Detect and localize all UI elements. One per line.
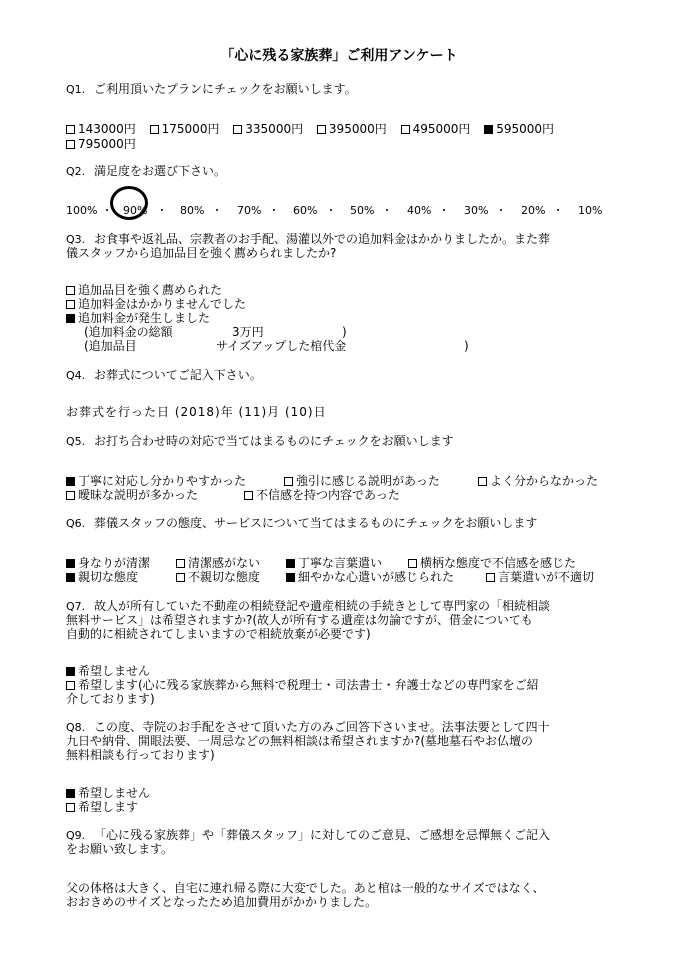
q5-number: Q5.: [66, 435, 86, 448]
q6-option-arrogant[interactable]: 横柄な態度で不信感を感じた: [408, 556, 576, 570]
scale-dot: ・: [438, 204, 450, 217]
scale-dot: ・: [156, 204, 168, 217]
q3-question: [66, 232, 550, 247]
q3-detail-items: (追加品目 サイズアップした棺代金 ): [84, 339, 469, 353]
q1-options-row1: [66, 122, 554, 136]
q6-option-clean[interactable]: 身なりが清潔: [66, 556, 176, 570]
q1-option-143000[interactable]: 143000円: [66, 122, 136, 136]
scale-60[interactable]: 60%: [293, 204, 318, 217]
q7-number: Q7.: [66, 600, 86, 613]
checkbox-icon[interactable]: [408, 559, 417, 568]
q3-option-recommended[interactable]: 追加品目を強く薦められた: [66, 283, 222, 297]
checkbox-icon[interactable]: [244, 491, 253, 500]
scale-dot: ・: [495, 204, 507, 217]
q9-question: [66, 828, 550, 843]
q3-text-line1: お食事や返礼品、宗教者のお手配、湯灌以外での追加料金はかかりましたか。また葬: [94, 232, 551, 246]
checkbox-icon[interactable]: [486, 573, 495, 582]
q1-option-595000[interactable]: 595000円: [484, 122, 554, 136]
checked-box-icon[interactable]: [66, 789, 75, 798]
scale-20[interactable]: 20%: [521, 204, 546, 217]
scale-10[interactable]: 10%: [578, 204, 603, 217]
q6-option-inappropriate-words[interactable]: 言葉遣いが不適切: [486, 570, 594, 584]
checkbox-icon[interactable]: [66, 140, 75, 149]
scale-100[interactable]: 100%: [66, 204, 98, 217]
q1-option-395000[interactable]: 395000円: [317, 122, 387, 136]
q5-options-row1: [66, 474, 598, 488]
additional-total-value: 3万円: [232, 325, 264, 339]
q5-option-distrust[interactable]: 不信感を持つ内容であった: [244, 488, 400, 502]
q3-option-charged[interactable]: 追加料金が発生しました: [66, 311, 210, 325]
q7-option-no[interactable]: 希望しません: [66, 664, 150, 678]
checkbox-icon[interactable]: [233, 125, 242, 134]
q5-question: [66, 434, 454, 449]
scale-80[interactable]: 80%: [180, 204, 205, 217]
scale-40[interactable]: 40%: [407, 204, 432, 217]
q1-option-495000[interactable]: 495000円: [401, 122, 471, 136]
q4-text: お葬式についてご記入下さい。: [94, 368, 262, 382]
selection-circle-icon: [110, 186, 148, 220]
scale-dot: ・: [552, 204, 564, 217]
q3-number: Q3.: [66, 233, 86, 246]
q5-option-pushy[interactable]: 強引に感じる説明があった: [284, 474, 478, 488]
checked-box-icon[interactable]: [484, 125, 493, 134]
checkbox-icon[interactable]: [66, 681, 75, 690]
q9-answer-line2: おおきめのサイズとなったため追加費用がかかりました。: [66, 895, 378, 909]
q5-options-row2: [66, 488, 400, 502]
q8-question-cont2: 無料相談も行っております): [66, 748, 215, 762]
checked-box-icon[interactable]: [286, 573, 295, 582]
q2-text: 満足度をお選び下さい。: [94, 164, 227, 178]
scale-dot: ・: [211, 204, 223, 217]
checkbox-icon[interactable]: [66, 300, 75, 309]
additional-items-value: サイズアップした棺代金: [216, 339, 347, 353]
q4-number: Q4.: [66, 369, 86, 382]
q2-number: Q2.: [66, 165, 86, 178]
q6-option-unkind[interactable]: 不親切な態度: [176, 570, 286, 584]
q8-option-yes[interactable]: 希望します: [66, 800, 138, 814]
q6-option-polite-words[interactable]: 丁寧な言葉遣い: [286, 556, 408, 570]
checked-box-icon[interactable]: [66, 573, 75, 582]
q9-question-cont: をお願い致します。: [66, 842, 174, 856]
q6-option-unclean[interactable]: 清潔感がない: [176, 556, 286, 570]
scale-dot: ・: [381, 204, 393, 217]
q7-question: [66, 599, 550, 614]
checked-box-icon[interactable]: [66, 667, 75, 676]
q1-text: ご利用頂いたプランにチェックをお願いします。: [94, 82, 357, 96]
checked-box-icon[interactable]: [66, 314, 75, 323]
q8-text-line1: この度、寺院のお手配をさせて頂いた方のみご回答下さいませ。法事法要として四十: [94, 720, 550, 734]
q7-question-cont1: 無料サービス」は希望されますか?(故人が所有する遺産は勿論ですが、借金についても: [66, 613, 533, 627]
scale-30[interactable]: 30%: [464, 204, 489, 217]
q5-text: お打ち合わせ時の対応で当てはまるものにチェックをお願いします: [94, 434, 454, 448]
scale-90[interactable]: 90%: [123, 204, 148, 217]
q7-option-yes-cont: 介しております): [66, 692, 155, 706]
checkbox-icon[interactable]: [66, 125, 75, 134]
q6-options-row2: [66, 570, 594, 584]
scale-dot: ・: [268, 204, 280, 217]
checkbox-icon[interactable]: [284, 477, 293, 486]
q1-option-795000[interactable]: 795000円: [66, 137, 136, 151]
checkbox-icon[interactable]: [150, 125, 159, 134]
checkbox-icon[interactable]: [401, 125, 410, 134]
q5-option-unclear[interactable]: よく分からなかった: [478, 474, 598, 488]
checkbox-icon[interactable]: [478, 477, 487, 486]
q7-text-line1: 故人が所有していた不動産の相続登記や遺産相続の手続きとして専門家の「相続相談: [94, 599, 551, 613]
checkbox-icon[interactable]: [66, 286, 75, 295]
q9-number: Q9.: [66, 829, 86, 842]
q3-option-no-charge[interactable]: 追加料金はかかりませんでした: [66, 297, 246, 311]
q3-detail-total: (追加料金の総額 3万円 ): [84, 325, 347, 339]
q6-text: 葬儀スタッフの態度、サービスについて当てはまるものにチェックをお願いします: [94, 516, 538, 530]
q1-number: Q1.: [66, 83, 86, 96]
checkbox-icon[interactable]: [66, 803, 75, 812]
page-title: 「心に残る家族葬」ご利用アンケート: [220, 48, 458, 64]
q5-option-polite[interactable]: 丁寧に対応し分かりやすかった: [66, 474, 284, 488]
scale-50[interactable]: 50%: [350, 204, 375, 217]
checked-box-icon[interactable]: [286, 559, 295, 568]
scale-70[interactable]: 70%: [237, 204, 262, 217]
checkbox-icon[interactable]: [176, 559, 185, 568]
q3-text-line2: 儀スタッフから追加品目を強く薦められましたか?: [66, 246, 337, 260]
q6-number: Q6.: [66, 517, 86, 530]
q1-option-335000[interactable]: 335000円: [233, 122, 303, 136]
checked-box-icon[interactable]: [66, 559, 75, 568]
q6-question: [66, 516, 537, 531]
q6-option-thoughtful[interactable]: 細やかな心遣いが感じられた: [286, 570, 486, 584]
checkbox-icon[interactable]: [317, 125, 326, 134]
q2-question: [66, 164, 226, 179]
funeral-date: お葬式を行った日 (2018)年 (11)月 (10)日: [66, 405, 327, 419]
q8-option-no[interactable]: 希望しません: [66, 786, 150, 800]
q7-option-yes[interactable]: 希望します(心に残る家族葬から無料で税理士・司法書士・弁護士などの専門家をご紹: [66, 678, 539, 692]
q6-options-row1: [66, 556, 576, 570]
checkbox-icon[interactable]: [66, 491, 75, 500]
q1-options-row2: [66, 137, 136, 151]
q4-question: [66, 368, 262, 383]
q9-answer-line1: 父の体格は大きく、自宅に連れ帰る際に大変でした。あと棺は一般的なサイズではなく、: [66, 881, 545, 895]
q6-option-kind[interactable]: 親切な態度: [66, 570, 176, 584]
q8-question-cont1: 九日や納骨、開眼法要、一周忌などの無料相談は希望されますか?(墓地墓石やお仏壇の: [66, 734, 534, 748]
q8-question: [66, 720, 550, 735]
checked-box-icon[interactable]: [66, 477, 75, 486]
checkbox-icon[interactable]: [176, 573, 185, 582]
q8-number: Q8.: [66, 721, 86, 734]
q5-option-vague[interactable]: 曖昧な説明が多かった: [66, 488, 244, 502]
q3-question-cont: [66, 246, 336, 260]
q1-option-175000[interactable]: 175000円: [150, 122, 220, 136]
q7-question-cont2: 自動的に相続されてしまいますので相続放棄が必要です): [66, 627, 371, 641]
scale-dot: ・: [101, 204, 113, 217]
q1-question: [66, 82, 357, 97]
q9-text-line1: 「心に残る家族葬」や「葬儀スタッフ」に対してのご意見、ご感想を忌憚無くご記入: [94, 828, 551, 842]
scale-dot: ・: [325, 204, 337, 217]
